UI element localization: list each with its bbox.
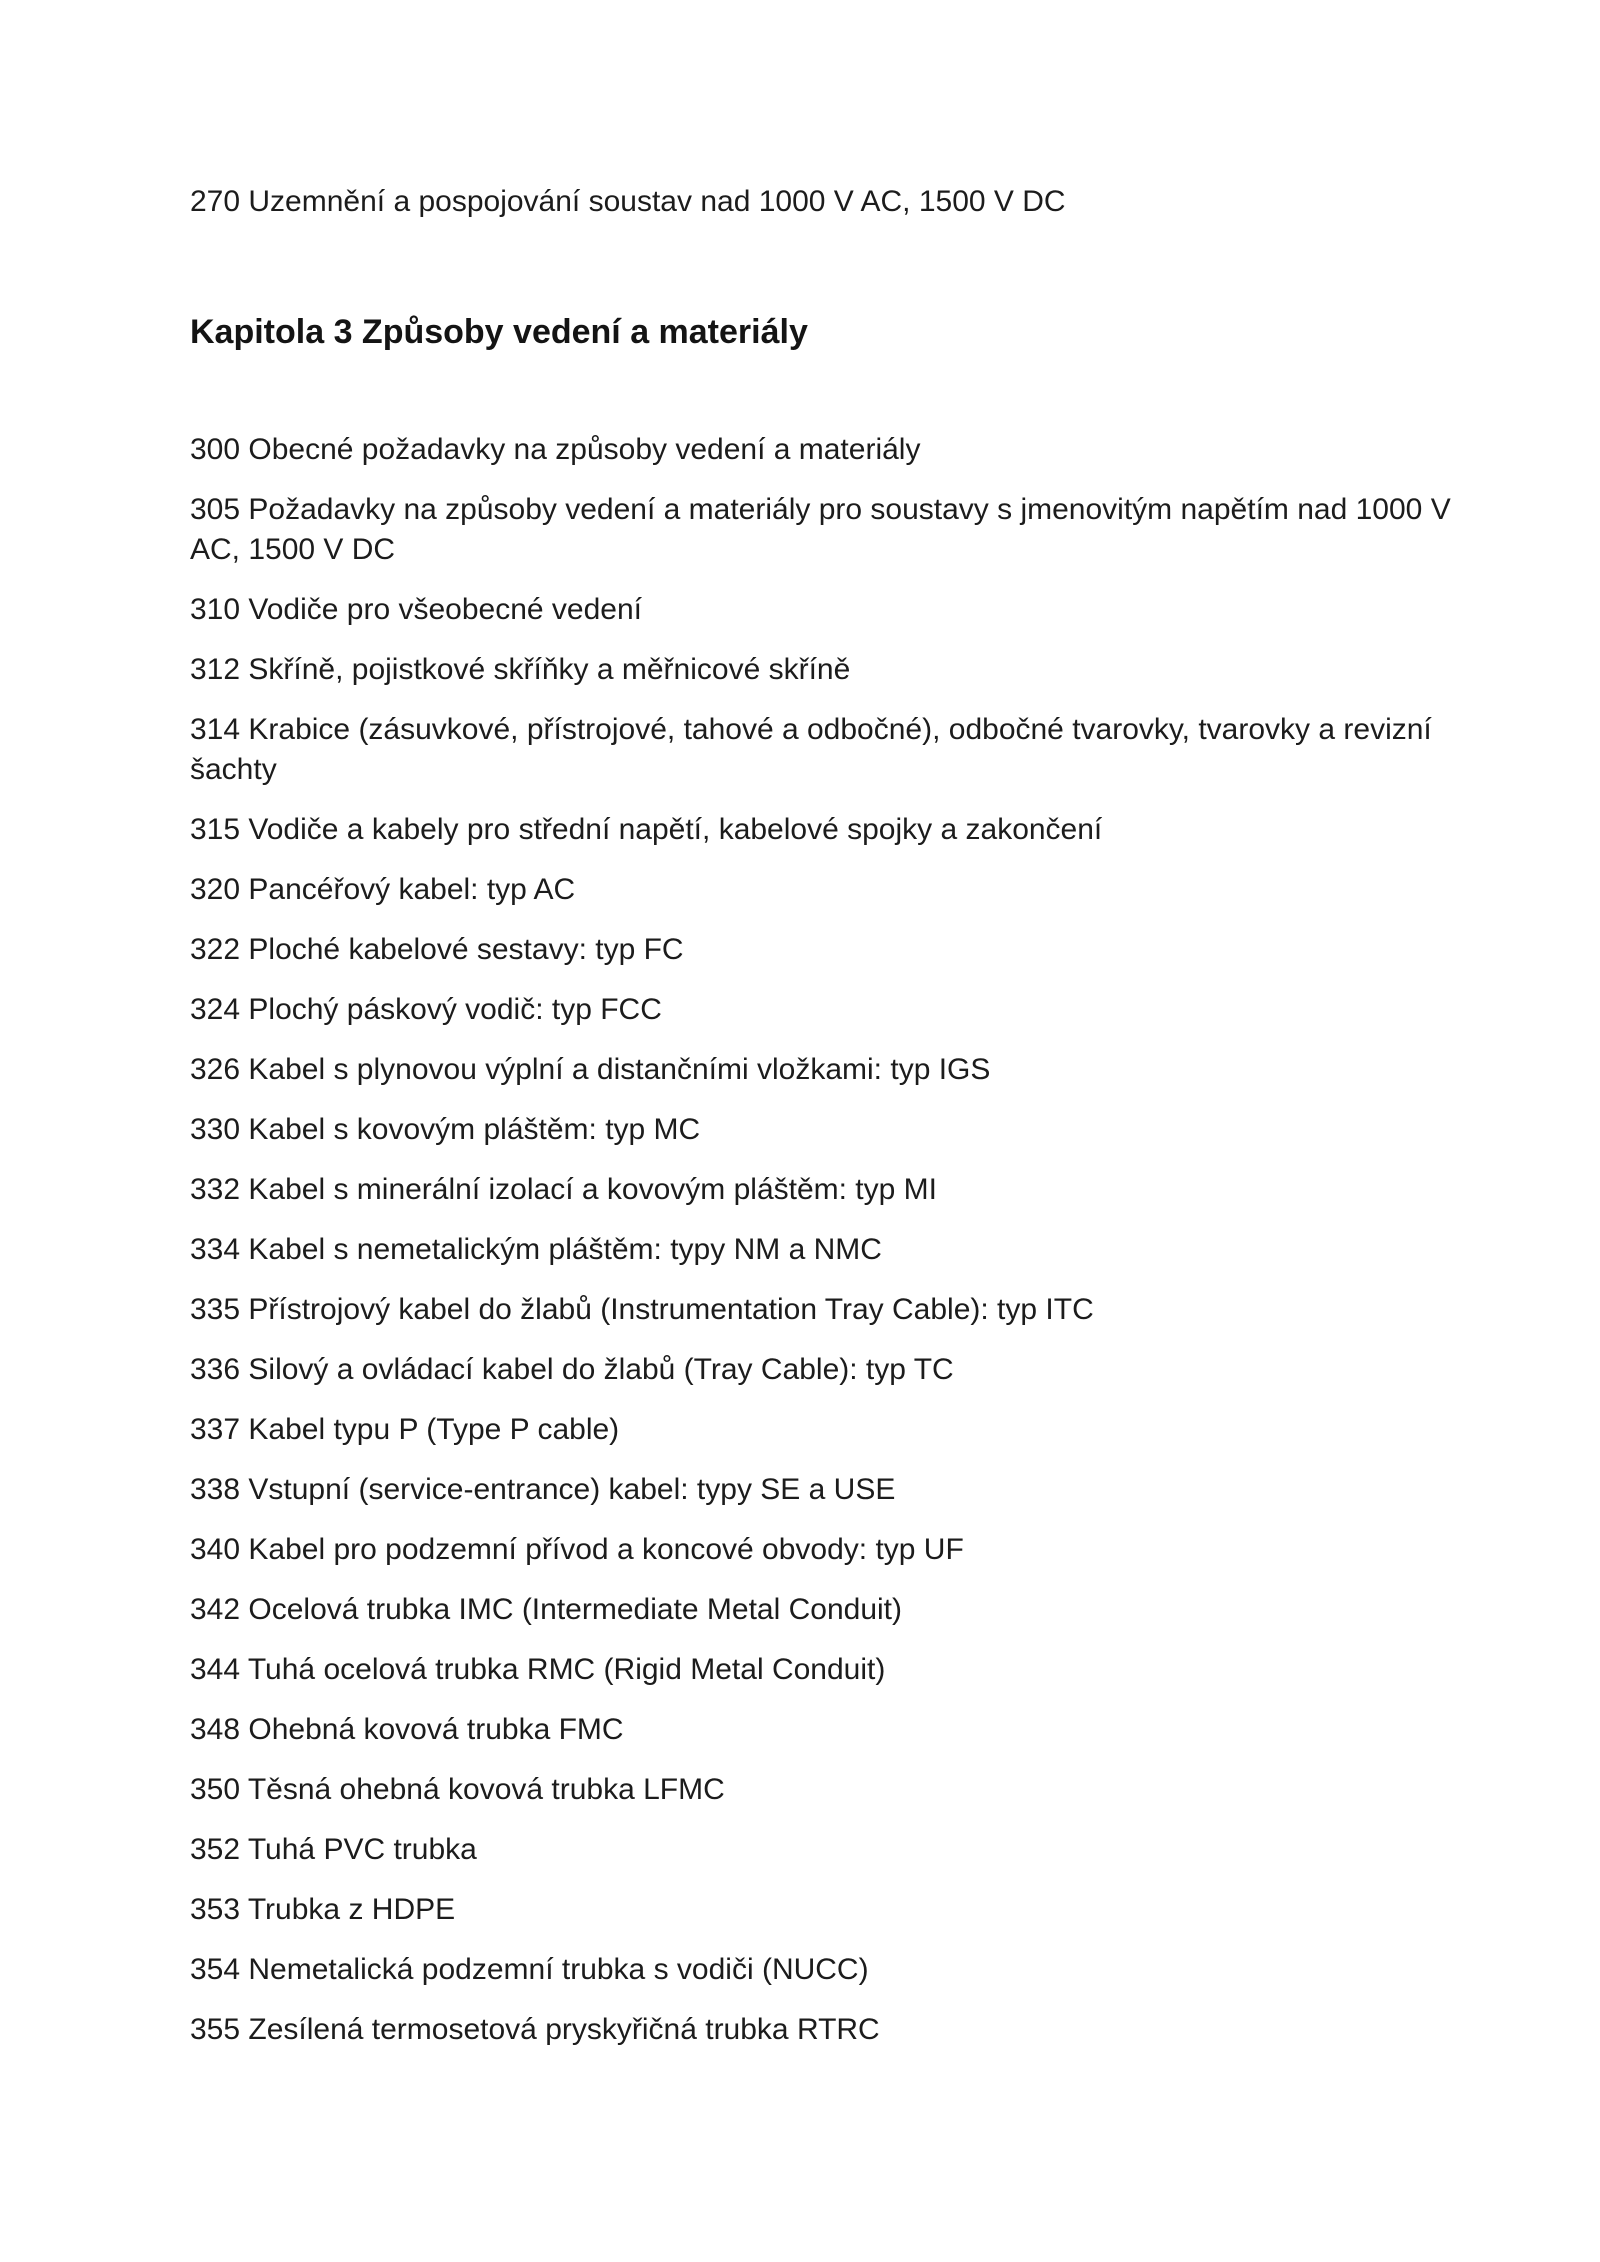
toc-item-324 <box>190 990 1410 1030</box>
toc-item-348 <box>190 1710 1410 1750</box>
toc-item-335 <box>190 1290 1410 1330</box>
toc-item-337 <box>190 1410 1410 1450</box>
toc-item-322-line: 322 Ploché kabelové sestavy: typ FC <box>190 933 684 966</box>
toc-item-340-line: 340 Kabel pro podzemní přívod a koncové obvody: typ UF <box>190 1533 964 1566</box>
toc-item-338 <box>190 1470 1410 1510</box>
toc-item-332 <box>190 1170 1410 1210</box>
toc-item-335-line: 335 Přístrojový kabel do žlabů (Instrumentation Tray Cable): typ ITC <box>190 1293 1094 1326</box>
toc-item-344-line: 344 Tuhá ocelová trubka RMC (Rigid Metal Conduit) <box>190 1653 886 1686</box>
toc-item-300-line: 300 Obecné požadavky na způsoby vedení a materiály <box>190 433 921 466</box>
toc-item-310 <box>190 590 1410 630</box>
toc-item-322 <box>190 930 1410 970</box>
toc-item-315 <box>190 810 1410 850</box>
toc-item-340 <box>190 1530 1410 1570</box>
toc-item-270-line: 270 Uzemnění a pospojování soustav nad 1000 V AC, 1500 V DC <box>190 185 1066 218</box>
toc-item-355 <box>190 2010 1410 2050</box>
toc-item-334-line: 334 Kabel s nemetalickým pláštěm: typy NM a NMC <box>190 1233 882 1266</box>
toc-item-353-line: 353 Trubka z HDPE <box>190 1893 456 1926</box>
toc-item-352 <box>190 1830 1410 1870</box>
toc-item-270 <box>190 182 1410 222</box>
toc-item-314 <box>190 710 1432 790</box>
toc-item-336-line: 336 Silový a ovládací kabel do žlabů (Tray Cable): typ TC <box>190 1353 954 1386</box>
toc-item-315-line: 315 Vodiče a kabely pro střední napětí, kabelové spojky a zakončení <box>190 813 1103 846</box>
toc-item-342 <box>190 1590 1410 1630</box>
toc-item-314-line-2: šachty <box>190 753 277 786</box>
toc-item-348-line: 348 Ohebná kovová trubka FMC <box>190 1713 624 1746</box>
toc-item-326-line: 326 Kabel s plynovou výplní a distančními vložkami: typ IGS <box>190 1053 991 1086</box>
toc-item-330-line: 330 Kabel s kovovým pláštěm: typ MC <box>190 1113 701 1146</box>
toc-item-350 <box>190 1770 1410 1810</box>
toc-item-353 <box>190 1890 1410 1930</box>
toc-item-305 <box>190 490 1451 570</box>
toc-item-350-line: 350 Těsná ohebná kovová trubka LFMC <box>190 1773 725 1806</box>
toc-item-336 <box>190 1350 1410 1390</box>
toc-item-354-line: 354 Nemetalická podzemní trubka s vodiči (NUCC) <box>190 1953 869 1986</box>
toc-item-314-line-1: 314 Krabice (zásuvkové, přístrojové, tahové a odbočné), odbočné tvarovky, tvarovky a revizní <box>190 713 1432 746</box>
chapter-3-heading: Kapitola 3 Způsoby vedení a materiály <box>190 313 808 351</box>
toc-item-330 <box>190 1110 1410 1150</box>
toc-item-342-line: 342 Ocelová trubka IMC (Intermediate Metal Conduit) <box>190 1593 902 1626</box>
toc-item-305-line-2: AC, 1500 V DC <box>190 533 396 566</box>
toc-item-354 <box>190 1950 1410 1990</box>
toc-item-344 <box>190 1650 1410 1690</box>
toc-item-310-line: 310 Vodiče pro všeobecné vedení <box>190 593 643 626</box>
toc-item-312 <box>190 650 1410 690</box>
toc-item-320-line: 320 Pancéřový kabel: typ AC <box>190 873 576 906</box>
toc-item-305-line-1: 305 Požadavky na způsoby vedení a materiály pro soustavy s jmenovitým napětím nad 1000 V <box>190 493 1451 526</box>
toc-item-332-line: 332 Kabel s minerální izolací a kovovým pláštěm: typ MI <box>190 1173 937 1206</box>
toc-item-352-line: 352 Tuhá PVC trubka <box>190 1833 477 1866</box>
toc-item-324-line: 324 Plochý páskový vodič: typ FCC <box>190 993 662 1026</box>
toc-item-334 <box>190 1230 1410 1270</box>
toc-item-326 <box>190 1050 1410 1090</box>
toc-item-355-line: 355 Zesílená termosetová pryskyřičná trubka RTRC <box>190 2013 880 2046</box>
toc-item-300 <box>190 430 1410 470</box>
toc-item-320 <box>190 870 1410 910</box>
document-content <box>190 182 1451 2050</box>
toc-item-312-line: 312 Skříně, pojistkové skříňky a měřnicové skříně <box>190 653 851 686</box>
toc-item-337-line: 337 Kabel typu P (Type P cable) <box>190 1413 620 1446</box>
toc-item-338-line: 338 Vstupní (service-entrance) kabel: typy SE a USE <box>190 1473 896 1506</box>
